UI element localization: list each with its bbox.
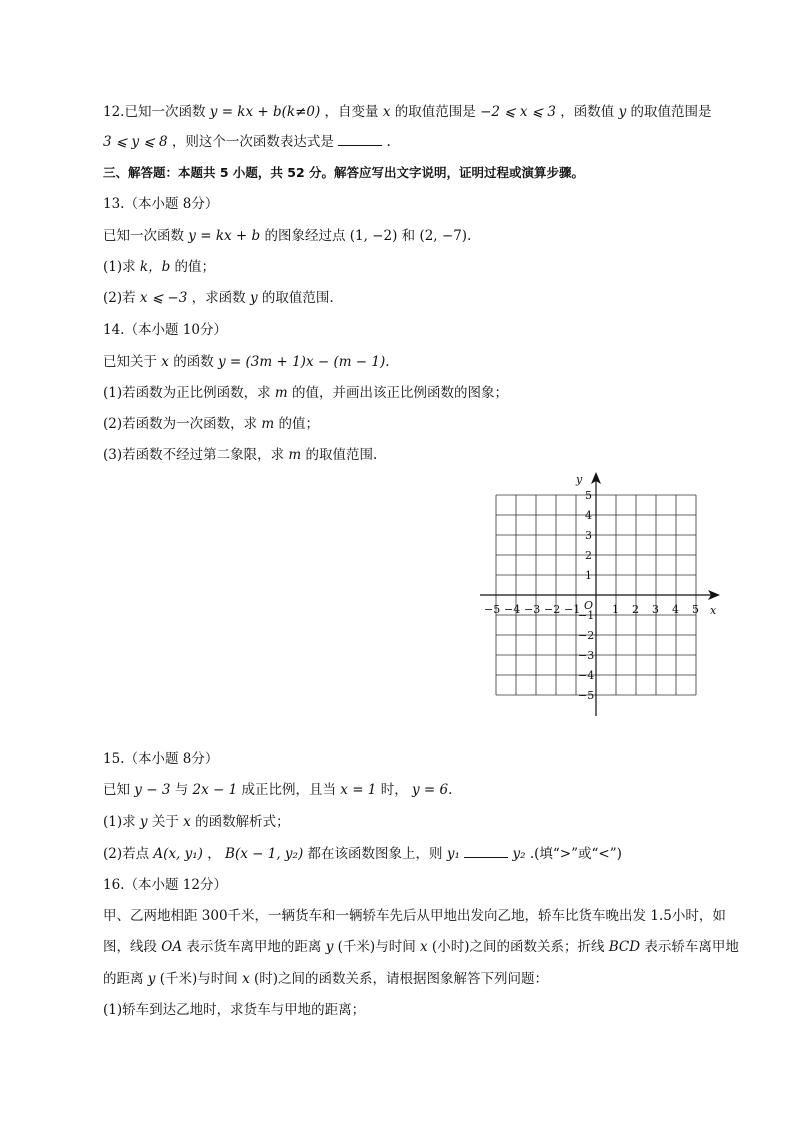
- section-3-heading: 三、解答题：本题共 5 小题，共 52 分。解答应写出文字说明，证明过程或演算步骤。: [103, 165, 585, 180]
- q16-l2-a: 图，线段: [103, 939, 157, 955]
- q15-y2: y₂: [512, 846, 526, 862]
- q16-l3-var-y: y: [147, 971, 156, 987]
- q12-answer-blank[interactable]: [338, 131, 382, 146]
- y-tick-label: 1: [585, 569, 592, 582]
- q15-part-2: [103, 843, 622, 864]
- q12-text-b: ，自变量: [324, 104, 379, 120]
- y-axis-label: y: [576, 473, 583, 486]
- q13-part-1: [103, 257, 215, 277]
- y-tick-label: −1: [578, 609, 595, 622]
- x-tick-label: 4: [672, 603, 679, 616]
- q16-l2-var-x: x: [420, 939, 428, 955]
- q14-p3-b: 的取值范围.: [305, 447, 378, 463]
- y-tick-label: −5: [578, 689, 595, 702]
- q12-text-d: ，函数值: [560, 104, 615, 120]
- q13-point-2: (2, −7).: [419, 228, 472, 244]
- q15-answer-blank[interactable]: [464, 843, 508, 858]
- q16-l2-var-y: y: [325, 939, 334, 955]
- q13-part-2: [103, 288, 334, 308]
- q15-p1-a: (1)求: [103, 814, 136, 830]
- q14-stem-a: 已知关于: [103, 354, 157, 370]
- y-tick-label: 3: [585, 529, 592, 542]
- q15-point-a: A(x, y₁): [153, 846, 203, 862]
- y-tick-label: 5: [585, 489, 592, 502]
- q16-line-2: [103, 937, 739, 957]
- q16-polyline-bcd: BCD: [608, 939, 641, 955]
- x-tick-label: −2: [544, 603, 561, 616]
- q15-p1-var-y: y: [139, 814, 148, 830]
- q14-p2-a: (2)若函数为一次函数，求: [103, 416, 258, 432]
- q14-stem-b: 的函数: [173, 354, 214, 370]
- q12-text-c: 的取值范围是: [394, 104, 476, 120]
- q15-y1: y₁: [446, 846, 460, 862]
- y-tick-label: 2: [585, 549, 592, 562]
- q15-part-1: [103, 812, 290, 832]
- q13-stem: [103, 226, 471, 246]
- q15-expr-2: 2x − 1: [192, 782, 238, 798]
- q14-p3-a: (3)若函数不经过第二象限，求: [103, 447, 285, 463]
- q13-p2-a: (2)若: [103, 290, 136, 306]
- q13-p2-b: ，求函数: [191, 290, 246, 306]
- origin-label: O: [584, 599, 594, 612]
- q16-part-1: (1)轿车到达乙地时，求货车与甲地的距离；: [103, 1002, 366, 1018]
- x-tick-label: −1: [564, 603, 581, 616]
- q12-formula: y = kx + b(k≠0): [209, 104, 321, 120]
- q15-p2-b: ，: [207, 846, 221, 862]
- q16-heading: 16.（本小题 12分）: [103, 877, 227, 893]
- x-tick-label: 2: [632, 603, 639, 616]
- q16-l3-c: (时)之间的函数关系，请根据图象解答下列问题：: [254, 971, 549, 987]
- x-tick-label: −5: [484, 603, 501, 616]
- q15-p1-b: 关于: [151, 814, 179, 830]
- x-tick-label: −4: [504, 603, 521, 616]
- q15-stem-d: 时，: [380, 782, 408, 798]
- q15-stem-b: 与: [174, 782, 189, 798]
- q13-p2-var: y: [249, 290, 258, 306]
- x-tick-label: −3: [524, 603, 541, 616]
- q12-line-2: [103, 131, 391, 152]
- q12-text-f: ，则这个一次函数表达式是: [171, 134, 334, 150]
- q14-p2-b: 的值；: [278, 416, 320, 432]
- q16-l3-var-x: x: [242, 971, 250, 987]
- q12-y-range: 3 ⩽ y ⩽ 8: [103, 134, 168, 150]
- q14-part-2: [103, 414, 319, 434]
- y-tick-label: −4: [578, 669, 595, 682]
- q13-formula: y = kx + b: [188, 228, 261, 244]
- q15-p2-c: 都在该函数图象上，则: [307, 846, 443, 862]
- q13-p1-vars: k，b: [139, 259, 171, 275]
- q12-text-a: 12.已知一次函数: [103, 104, 206, 120]
- q16-l2-e: 表示轿车离甲地: [644, 939, 739, 955]
- q15-expr-3: x = 1: [340, 782, 377, 798]
- q15-p2-a: (2)若点: [103, 846, 150, 862]
- q16-l2-b: 表示货车离甲地的距离: [186, 939, 322, 955]
- y-tick-label: 4: [585, 509, 592, 522]
- q15-stem-a: 已知: [103, 782, 130, 798]
- q13-p1-a: (1)求: [103, 259, 136, 275]
- q15-stem: [103, 780, 452, 800]
- q13-stem-b: 的图象经过点: [264, 228, 346, 244]
- q14-p1-a: (1)若函数为正比例函数，求: [103, 385, 271, 401]
- q16-l2-d: (小时)之间的函数关系；折线: [431, 939, 605, 955]
- x-tick-label: 3: [652, 603, 659, 616]
- q16-l3-a: 的距离: [103, 971, 144, 987]
- q14-part-1: [103, 383, 508, 403]
- q16-segment-oa: OA: [161, 939, 183, 955]
- q16-line-3: [103, 969, 548, 989]
- q16-l3-b: (千米)与时间: [159, 971, 238, 987]
- q15-stem-c: 成正比例，且当: [241, 782, 336, 798]
- q15-point-b: B(x − 1, y₂): [225, 846, 304, 862]
- q14-p2-var: m: [261, 416, 275, 432]
- q13-p1-end: 的值；: [174, 259, 216, 275]
- q13-point-1: (1, −2): [349, 228, 398, 244]
- q12-text-e: 的取值范围是: [630, 104, 712, 120]
- q12-line-1: [103, 102, 712, 122]
- q14-p1-var: m: [274, 385, 288, 401]
- x-tick-label: 5: [692, 603, 699, 616]
- q13-stem-c: 和: [401, 228, 416, 244]
- q15-p1-var-x: x: [183, 814, 191, 830]
- q14-part-3: [103, 445, 377, 465]
- q16-l2-c: (千米)与时间: [337, 939, 416, 955]
- q14-p3-var: m: [288, 447, 302, 463]
- x-axis-label: x: [710, 604, 717, 617]
- q15-heading: 15.（本小题 8分）: [103, 751, 219, 767]
- y-tick-label: −2: [578, 629, 595, 642]
- q15-expr-1: y − 3: [134, 782, 171, 798]
- q12-var-x: x: [382, 104, 391, 120]
- q12-var-y: y: [618, 104, 627, 120]
- q16-line-1: 甲、乙两地相距 300千米，一辆货车和一辆轿车先后从甲地出发向乙地，轿车比货车晚出发 1.5小时，如: [103, 908, 726, 924]
- x-tick-label: 1: [612, 603, 619, 616]
- q15-p1-c: 的函数解析式；: [195, 814, 290, 830]
- q14-stem: [103, 352, 390, 372]
- q13-stem-a: 已知一次函数: [103, 228, 184, 244]
- q15-expr-4: y = 6.: [412, 782, 453, 798]
- coordinate-grid: [470, 466, 730, 726]
- q13-p2-end: 的取值范围.: [261, 290, 334, 306]
- q12-x-range: −2 ⩽ x ⩽ 3: [480, 104, 556, 120]
- q14-stem-var: x: [161, 354, 169, 370]
- q14-p1-b: 的值，并画出该正比例函数的图象；: [292, 385, 509, 401]
- q13-p2-cond: x ⩽ −3: [139, 290, 188, 306]
- q14-heading: 14.（本小题 10分）: [103, 322, 227, 338]
- y-tick-label: −3: [578, 649, 595, 662]
- q14-formula: y = (3m + 1)x − (m − 1).: [218, 354, 390, 370]
- q13-heading: 13.（本小题 8分）: [103, 196, 219, 212]
- q15-p2-d: .(填“>”或“<”): [529, 846, 622, 862]
- q12-period: .: [386, 134, 391, 150]
